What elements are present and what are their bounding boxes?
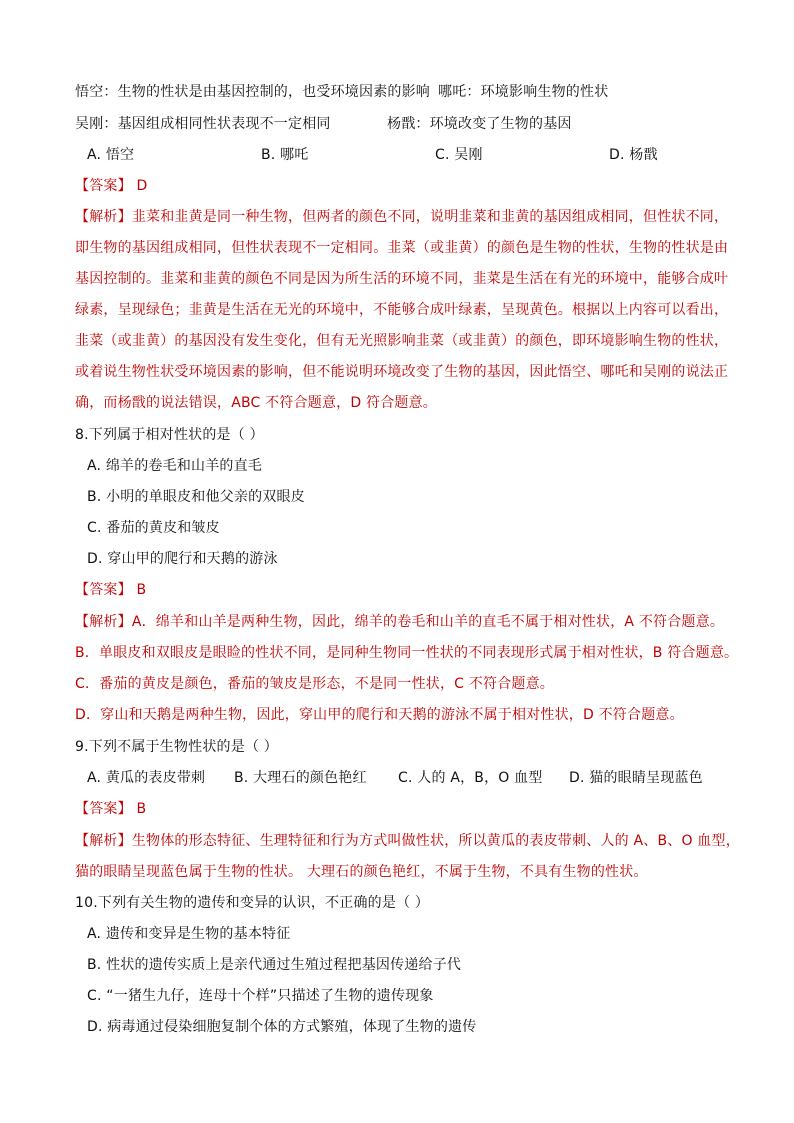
q8-analysis-line-3: C．番茄的黄皮是颜色，番茄的皱皮是形态，不是同一性状，C 不符合题意。 [75, 676, 554, 692]
q8-option-a: A. 绵羊的卷毛和山羊的直毛 [87, 458, 263, 474]
q9-option-d: D. 猫的眼睛呈现蓝色 [569, 770, 703, 786]
q7-analysis-label: 【解析】 [75, 209, 132, 225]
q9-option-b: B. 大理石的颜色艳红 [234, 770, 367, 786]
q7-statement-wukong: 悟空：生物的性状是由基因控制的，也受环境因素的影响 [75, 84, 430, 100]
q9-analysis-line-2: 猫的眼睛呈现蓝色属于生物的性状。 大理石的颜色艳红，不属于生物，不具有生物的性状。 [75, 864, 648, 880]
q7-answer-label: 【答案】 [75, 178, 132, 194]
q7-analysis-line-1: 【解析】韭菜和韭黄是同一种生物，但两者的颜色不同，说明韭菜和韭黄的基因组成相同，但性状不同， [75, 209, 729, 225]
q8-analysis-line-2: B．单眼皮和双眼皮是眼睑的性状不同，是同种生物同一性状的不同表现形式属于相对性状，B 符合题意。 [75, 645, 739, 661]
q8-question: 8.下列属于相对性状的是（ ） [75, 427, 264, 443]
q7-analysis-line-3: 基因控制的。韭菜和韭黄的颜色不同是因为所生活的环境不同，韭菜是生活在有光的环境中，能够合成叶 [75, 271, 729, 287]
q9-answer [75, 799, 725, 819]
q8-answer-value: B [136, 582, 147, 598]
q9-answer-label: 【答案】 [75, 801, 132, 817]
q10-option-b: B. 性状的遗传实质上是亲代通过生殖过程把基因传递给子代 [87, 957, 462, 973]
q7-analysis-line-5: 韭菜（或韭黄）的基因没有发生变化，但有无光照影响韭菜（或韭黄）的颜色，即环境影响生物的性状， [75, 333, 729, 349]
q7-statement-yangjian: 杨戬：环境改变了生物的基因 [387, 116, 572, 132]
q7-analysis-line-7: 确，而杨戬的说法错误，ABC 不符合题意，D 符合题意。 [75, 395, 437, 411]
q9-option-a: A. 黄瓜的表皮带刺 [87, 770, 206, 786]
q7-analysis-line-2: 即生物的基因组成相同，但性状表现不一定相同。韭菜（或韭黄）的颜色是生物的性状，生物的性状是由 [75, 240, 729, 256]
q10-option-a: A. 遗传和变异是生物的基本特征 [87, 926, 291, 942]
q7-option-d: D. 杨戬 [609, 147, 658, 163]
q7-answer [75, 176, 725, 196]
q10-option-c: C. “一猪生九仔，连母十个样”只描述了生物的遗传现象 [87, 988, 434, 1004]
q7-option-c: C. 吴刚 [435, 147, 483, 163]
q8-analysis-line-1: 【解析】A．绵羊和山羊是两种生物，因此，绵羊的卷毛和山羊的直毛不属于相对性状，A 不符合题意。 [75, 614, 725, 630]
q8-answer [75, 580, 725, 600]
q7-statement-nezha: 哪吒：环境影响生物的性状 [438, 84, 609, 100]
q9-analysis-label: 【解析】 [75, 833, 132, 849]
q8-option-b: B. 小明的单眼皮和他父亲的双眼皮 [87, 489, 305, 505]
q7-statement-wugang: 吴刚：基因组成相同性状表现不一定相同 [75, 116, 331, 132]
q9-answer-value: B [136, 801, 147, 817]
q7-option-a: A. 悟空 [87, 147, 135, 163]
q7-analysis-line-6: 或着说生物性状受环境因素的影响，但不能说明环境改变了生物的基因，因此悟空、哪吒和吴刚的说法正 [75, 364, 729, 380]
q7-analysis-line-4: 绿素，呈现绿色；韭黄是生活在无光的环境中，不能够合成叶绿素，呈现黄色。根据以上内容可以看出， [75, 302, 729, 318]
q10-option-d: D. 病毒通过侵染细胞复制个体的方式繁殖，体现了生物的遗传 [87, 1019, 477, 1035]
q8-analysis-label: 【解析】 [75, 614, 132, 630]
q8-analysis-line-4: D．穿山和天鹅是两种生物，因此，穿山甲的爬行和天鹅的游泳不属于相对性状，D 不符合题意。 [75, 707, 684, 723]
q7-option-b: B. 哪吒 [261, 147, 309, 163]
q7-answer-value: D [136, 178, 148, 194]
q9-question: 9.下列不属于生物性状的是（ ） [75, 739, 279, 755]
q10-question: 10.下列有关生物的遗传和变异的认识，不正确的是（ ） [75, 895, 430, 911]
q8-option-c: C. 番茄的黄皮和皱皮 [87, 520, 220, 536]
q8-option-d: D. 穿山甲的爬行和天鹅的游泳 [87, 551, 278, 567]
q7-statement-row-1 [75, 82, 725, 102]
q9-option-c: C. 人的 A，B，O 血型 [398, 770, 543, 786]
q8-answer-label: 【答案】 [75, 582, 132, 598]
q9-analysis-line-1: 【解析】生物体的形态特征、生理特征和行为方式叫做性状，所以黄瓜的表皮带刺、人的 A、B、O 血型， [75, 833, 740, 849]
q7-statement-row-2 [75, 114, 725, 134]
